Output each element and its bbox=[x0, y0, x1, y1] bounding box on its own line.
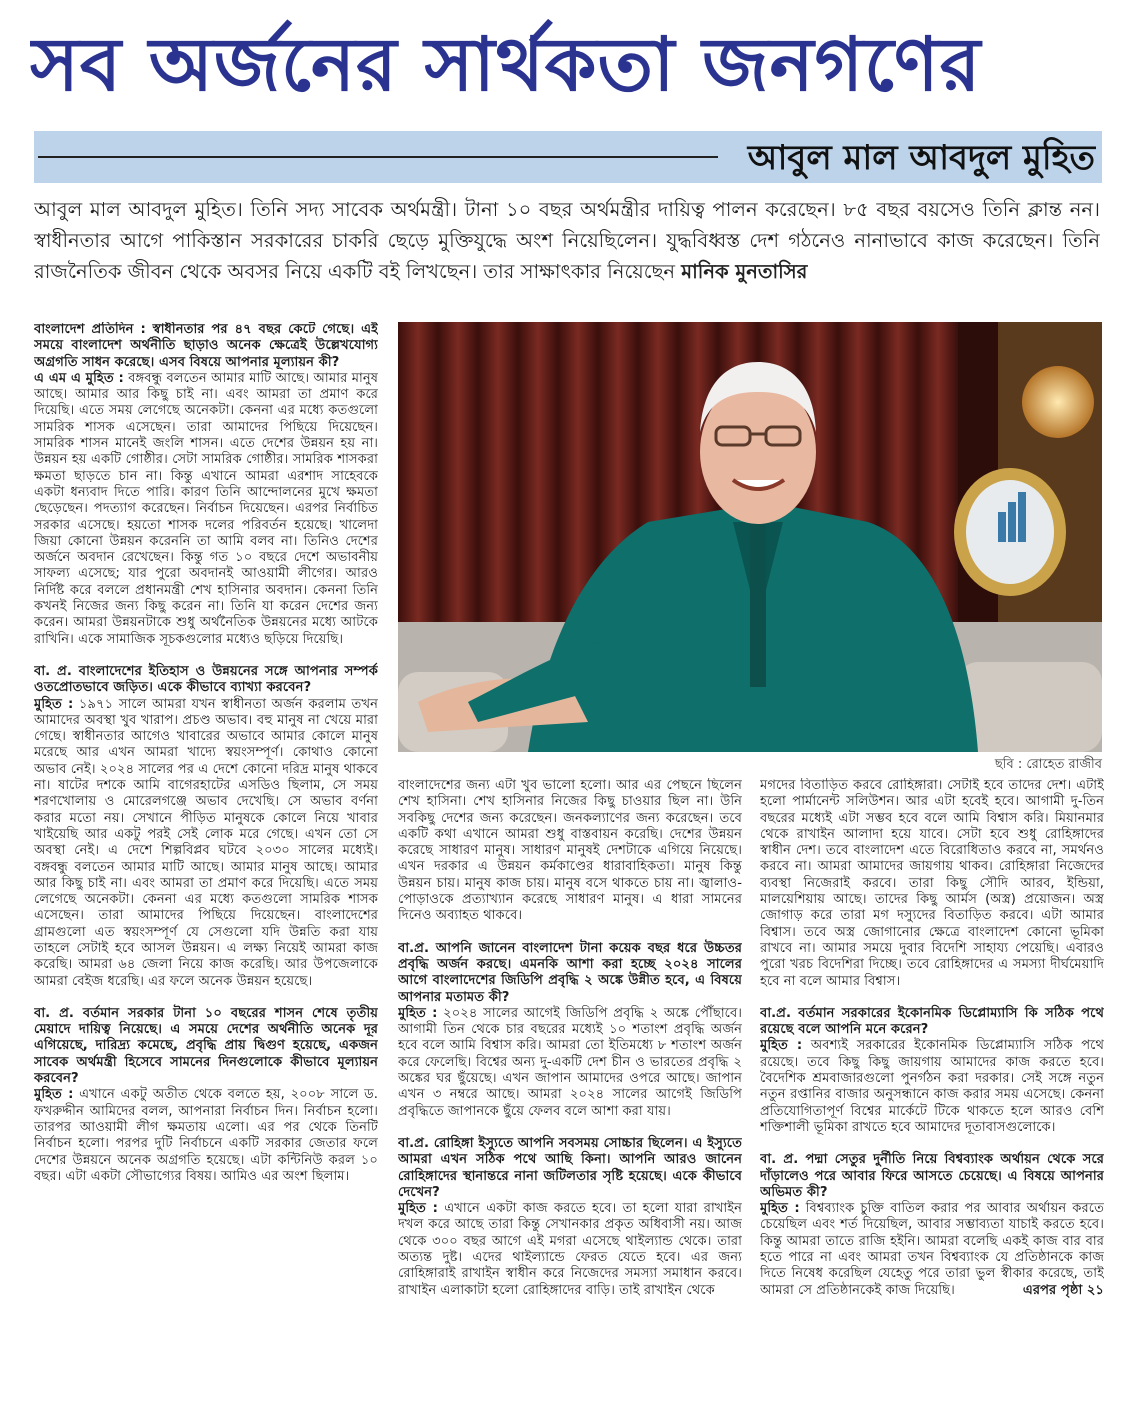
portrait-illustration bbox=[398, 322, 1102, 752]
answer-text: বিশ্বব্যাংক চুক্তি বাতিল করার পর আবার অর্থায়ন করতে চেয়েছিল এবং শর্ত দিয়েছিল, আবার সম্ভাব্যতা যাচাই করতে হবে। কিন্তু আমরা তাতে রাজি হইনি। আমরা বলেছি একই কাজ বার বার হতে পারে না এবং আমরা তখন বিশ্বব্যাংক যে প্রতিষ্ঠানকে কাজ দিতে নিষেধ করেছিল যেহেতু পরে তারা ভুল স্বীকার করেছে, তাই আমরা সে প্রতিষ্ঠানকেই কাজ দিয়েছি। bbox=[760, 1201, 1104, 1298]
intro-text: আবুল মাল আবদুল মুহিত। তিনি সদ্য সাবেক অর্থমন্ত্রী। টানা ১০ বছর অর্থমন্ত্রীর দায়িত্ব পালন করেছেন। ৮৫ বছর বয়সেও তিনি ক্লান্ত নন। স্বাধীনতার আগে পাকিস্তান সরকারের চাকরি ছেড়ে মুক্তিযুদ্ধে অংশ নিয়েছিলেন। যুদ্ধবিধ্বস্ত দেশ গঠনেও নানাভাবে কাজ করেছেন। তিনি রাজনৈতিক জীবন থেকে অবসর নিয়ে একটি বই লিখছেন। তার সাক্ষাৎকার নিয়েছেন bbox=[34, 198, 1100, 283]
qa-block bbox=[34, 664, 378, 990]
question-label: বা.প্র. bbox=[398, 940, 430, 956]
qa-block bbox=[760, 1006, 1104, 1136]
question-text: বর্তমান সরকার টানা ১০ বছরের শাসন শেষে তৃতীয় মেয়াদে দায়িত্ব নিয়েছে। এ সময়ে দেশের অর্থনীতি অনেক দূর এগিয়েছে, দারিদ্র্য কমেছে, প্রবৃদ্ধি প্রায় দ্বিগুণ হয়েছে, একজন সাবেক অর্থমন্ত্রী হিসেবে সামনের দিনগুলোকে কীভাবে মূল্যায়ন করবেন? bbox=[34, 1005, 378, 1087]
article-column-1 bbox=[34, 322, 378, 1408]
paragraph-text: বাংলাদেশের জন্য এটা খুব ভালো হলো। আর এর পেছনে ছিলেন শেখ হাসিনা। শেখ হাসিনার নিজের কিছু চাওয়ার ছিল না। উনি সবকিছু দেশের জন্য করেছেন। জনকল্যাণের জন্য করেছেন। তবে একটি কথা এখানে আমরা শুধু বাস্তবায়ন করেছি। দেশের উন্নয়ন করেছে সাধারণ মানুষ। সাধারণ মানুষই দেশটাকে এগিয়ে নিয়েছে। এখন দরকার এ উন্নয়ন কর্মকাণ্ডের ধারাবাহিকতা। মানুষ কিন্তু উন্নয়ন চায়। মানুষ কাজ চায়। মানুষ বসে থাকতে চায় না। জ্বালাও-পোড়াওকে প্রত্যাখ্যান করেছে সাধারণ মানুষ। এ ধারা সামনের দিনেও অব্যাহত থাকবে। bbox=[398, 778, 742, 924]
answer-label: মুহিত : bbox=[398, 1201, 438, 1217]
portrait-photo bbox=[398, 322, 1102, 752]
question-text: পদ্মা সেতুর দুর্নীতি নিয়ে বিশ্বব্যাংক অর্থায়ন থেকে সরে দাঁড়ালেও পরে আবার ফিরে আসতে চেয়েছে। এ বিষয়ে আপনার অভিমত কী? bbox=[760, 1152, 1104, 1200]
article-column-3 bbox=[760, 778, 1104, 1408]
qa-block bbox=[398, 1136, 742, 1299]
answer-text: ২০২৪ সালের আগেই জিডিপি প্রবৃদ্ধি ২ অঙ্কে পৌঁছাবে। আগামী তিন থেকে চার বছরের মধ্যেই ১০ শতাংশ প্রবৃদ্ধি অর্জন হবে বলে আমি বিশ্বাস করি। আমরা তো ইতিমধ্যে ৮ শতাংশ অর্জন করে ফেলেছি। বিশ্বের অন্য দু-একটি দেশ চীন ও ভারতের প্রবৃদ্ধি ২ অঙ্কের ঘর ছুঁয়েছে। এখন জাপান আমাদের ওপরে আছে। জাপান এখন ৩ নম্বরে আছে। আমরা ২০২৪ সালের আগেই জিডিপি প্রবৃদ্ধিতে জাপানকে ছুঁয়ে ফেলব বলে আশা করা যায়। bbox=[398, 1005, 742, 1119]
byline: আবুল মাল আবদুল মুহিত bbox=[747, 138, 1095, 178]
continued-on-page[interactable]: এরপর পৃষ্ঠা ২১ bbox=[1022, 1282, 1104, 1298]
question-text: স্বাধীনতার পর ৪৭ বছর কেটে গেছে। এই সময়ে বাংলাদেশ অর্থনীতি ছাড়াও অনেক ক্ষেত্রেই উল্লেখযোগ্য অগ্রগতি সাধন করেছে। এসব বিষয়ে আপনার মূল্যায়ন কী? bbox=[34, 322, 378, 370]
answer-text: অবশ্যই সরকারের ইকোনমিক ডিপ্লোম্যাসি সঠিক পথে রয়েছে। তবে কিছু কিছু জায়গায় আমাদের কাজ করতে হবে। বৈদেশিক শ্রমবাজারগুলো পুনর্গঠন করা দরকার। সেই সঙ্গে নতুন নতুন রপ্তানির বাজার অনুসন্ধানে কাজ করার সময় এসেছে। কেননা প্রতিযোগিতাপূর্ণ বিশ্বের মার্কেটে টিকে থাকতে হলে আরও বেশি শক্তিশালী ভূমিকা রাখতে হবে আমাদের দূতাবাসগুলোকে। bbox=[760, 1038, 1104, 1135]
question-text: বাংলাদেশের ইতিহাস ও উন্নয়নের সঙ্গে আপনার সম্পর্ক ওতপ্রোতভাবে জড়িত। একে কীভাবে ব্যাখ্যা করবেন? bbox=[34, 663, 378, 696]
question-label: বা. প্র. bbox=[34, 663, 72, 679]
answer-label: এ এম এ মুহিত : bbox=[34, 370, 124, 386]
question-label: বা.প্র. bbox=[760, 1005, 792, 1021]
answer-text: এখানে একটা কাজ করতে হবে। তা হলো যারা রাখাইন দখল করে আছে তারা কিন্তু সেখানকার প্রকৃত অধিবাসী নয়। আজ থেকে ৩০০ বছর আগে এই মগরা এসেছে থাইল্যান্ড থেকে। তারা অত্যন্ত দুষ্ট। এদের থাইল্যান্ডে ফেরত যেতে হবে। এর জন্য রোহিঙ্গারাই রাখাইন স্বাধীন করে নিজেদের সমস্যা সমাধান করবে। রাখাইন এলাকাটা হলো রোহিঙ্গাদের বাড়ি। তাই রাখাইন থেকে bbox=[398, 1201, 742, 1298]
question-text: বর্তমান সরকারের ইকোনমিক ডিপ্লোম্যাসি কি সঠিক পথে রয়েছে বলে আপনি মনে করেন? bbox=[760, 1005, 1104, 1038]
paragraph bbox=[398, 778, 742, 925]
question-label: বা. প্র. bbox=[34, 1005, 74, 1021]
answer-label: মুহিত : bbox=[760, 1201, 800, 1217]
answer-text: বঙ্গবন্ধু বলতেন আমার মাটি আছে। আমার মানুষ আছে। আমার আর কিছু চাই না। এবং আমরা তা প্রমাণ করে দিয়েছি। এতে সময় লেগেছে অনেকটা। কেননা এর মধ্যে কতগুলো সামরিক শাসক এসেছেন। তারা আমাদের পিছিয়ে দিয়েছেন। সামরিক শাসন মানেই জংলি শাসন। এতে দেশের উন্নয়ন হয় না। উন্নয়ন হয় একটি গোষ্ঠীর। সেটা সামরিক গোষ্ঠীর। সামরিক শাসকরা ক্ষমতা ছাড়তে চান না। কিন্তু এখানে আমরা এরশাদ সাহেবকে একটা ধন্যবাদ দিতে পারি। কারণ তিনি আন্দোলনের মুখে ক্ষমতা ছেড়েছেন। পদত্যাগ করেছেন। নির্বাচন দিয়েছেন। এরপর নির্বাচিত সরকার এসেছে। হয়তো শাসক দলের পরিবর্তন হয়েছে। খালেদা জিয়া কোনো উন্নয়ন করেননি তা আমি বলব না। তিনিও দেশের অর্জনে অবদান রেখেছেন। কিন্তু গত ১০ বছরে দেশে অভাবনীয় সাফল্য এসেছে; যার পুরো অবদানই আওয়ামী লীগের। আরও নির্দিষ্ট করে বললে প্রধানমন্ত্রী শেখ হাসিনার অবদান। কেননা তিনি কখনই নিজের জন্য কিছু করেন না। তিনি যা করেন দেশের জন্য করেন। আমরা উন্নয়নটাকে শুধু অর্থনৈতিক উন্নয়নের মধ্যে আটকে রাখিনি। একে সামাজিক সূচকগুলোর মধ্যেও ছড়িয়ে দিয়েছি। bbox=[34, 370, 378, 647]
answer-text: ১৯৭১ সালে আমরা যখন স্বাধীনতা অর্জন করলাম তখন আমাদের অবস্থা খুব খারাপ। প্রচণ্ড অভাব। বহু মানুষ না খেয়ে মারা গেছে। স্বাধীনতার আগেও খাবারের অভাবে আমার কোলে মানুষ মরেছে আর এখন আমরা খাদ্যে স্বয়ংসম্পূর্ণ। কোথাও কোনো অভাব নেই। ২০২৪ সালের পর এ দেশে কোনো দরিদ্র মানুষ থাকবে না। ষাটের দশকে আমি বাগেরহাটের এসডিও ছিলাম, সে সময় শরণখোলায় ও মোরেলগঞ্জে অভাব দেখেছি। সে অভাব বর্ণনা করার মতো নয়। সেখানে পীড়িত মানুষকে কোলে নিয়ে খাবার খাইয়েছি আর একটু পরই সেই লোক মরে গেছে। এখন তো সে অবস্থা নেই। এ দেশে শিল্পবিপ্লব ঘটবে ২০৩০ সালের মধ্যেই। বঙ্গবন্ধু বলতেন আমার মাটি আছে। আমার মানুষ আছে। আমার আর কিছু চাই না। এবং আমরা তা প্রমাণ করে দিয়েছি। এতে সময় লেগেছে অনেকটা। কেননা এর মধ্যে কতগুলো সামরিক শাসক এসেছেন। তারা আমাদের পিছিয়ে দিয়েছেন। বাংলাদেশের গ্রামগুলো এত স্বয়ংসম্পূর্ণ যে সেগুলো যদি উন্নতি করা যায় তাহলে সেটাই হবে আসল উন্নয়ন। এ লক্ষ্য নিয়েই আমরা কাজ করেছি। আমরা ৬৪ জেলা নিয়ে কাজ করেছি। আর উপজেলাকে আমরা বেইজ ধরেছি। এর ফলে অনেক উন্নয়ন হয়েছে। bbox=[34, 696, 378, 989]
question-label: বাংলাদেশ প্রতিদিন : bbox=[34, 322, 146, 337]
qa-block bbox=[34, 1006, 378, 1185]
qa-block bbox=[398, 941, 742, 1120]
headline: সব অর্জনের সার্থকতা জনগণের bbox=[30, 22, 982, 108]
lamp-glow bbox=[1022, 366, 1094, 438]
answer-label: মুহিত : bbox=[398, 1005, 438, 1021]
paragraph bbox=[760, 778, 1104, 990]
question-label: বা. প্র. bbox=[760, 1152, 799, 1168]
intro-paragraph bbox=[34, 194, 1100, 290]
photo-caption: ছবি : রোহেত রাজীব bbox=[994, 757, 1102, 772]
answer-label: মুহিত : bbox=[34, 696, 74, 712]
interviewer-name: মানিক মুনতাসির bbox=[681, 260, 808, 283]
article-column-2 bbox=[398, 778, 742, 1408]
answer-label: মুহিত : bbox=[760, 1038, 803, 1054]
paragraph-text: মগদের বিতাড়িত করবে রোহিঙ্গারা। সেটাই হবে তাদের দেশ। এটাই হলো পার্মানেন্ট সলিউশন। আর এটা হবেই হবে। আগামী দু-তিন বছরের মধ্যেই এটা সম্ভব হবে বলে আমি বিশ্বাস করি। মিয়ানমার থেকে রাখাইন আলাদা হয়ে যাবে। সেটা হবে শুধু রোহিঙ্গাদের স্বাধীন দেশ। তবে বাংলাদেশ এতে বিরোধিতাও করবে না, সমর্থনও করবে না। আমরা আমাদের জায়গায় থাকব। রোহিঙ্গারা নিজেদের ব্যবস্থা নিজেরাই করবে। তারা কিছু সৌদি আরব, ইন্ডিয়া, মালয়েশিয়ায় আছে। তাদের কিছু আর্মস (অস্ত্র) প্রয়োজন। অস্ত্র জোগাড় করে তারা মগ দস্যুদের বিতাড়িত করবে। এটা আমার বিশ্বাস। তবে অস্ত্র জোগানোর ক্ষেত্রে বাংলাদেশ কোনো ভূমিকা রাখবে না। আমার সময়ে দুবার বিদেশি সাহায্য পেয়েছি। এবারও পুরো খরচ বিদেশিরা দিচ্ছে। তবে রোহিঙ্গাদের এ সমস্যা দীর্ঘমেয়াদি হবে না বলে আমার বিশ্বাস। bbox=[760, 778, 1104, 989]
answer-text: এখানে একটু অতীত থেকে বলতে হয়, ২০০৮ সালে ড. ফখরুদ্দীন আমিদের বলল, আপনারা নির্বাচন দিন। নির্বাচন হলো। তারপর আওয়ামী লীগ ক্ষমতায় এলো। এর পর থেকে তিনটি নির্বাচন হলো। পরপর দুটি নির্বাচনে একটি সরকার জেতার ফলে দেশের উন্নয়নে অনেক অগ্রগতি হয়েছে। এটা কন্টিনিউ করল ১০ বছর। এটা একটা সৌভাগ্যের বিষয়। আমিও এর অংশ ছিলাম। bbox=[34, 1087, 378, 1184]
qa-block bbox=[760, 1152, 1104, 1299]
question-text: রোহিঙ্গা ইস্যুতে আপনি সবসময় সোচ্চার ছিলেন। এ ইস্যুতে আমরা এখন সঠিক পথে আছি কিনা। আপনি আরও জানেন রোহিঙ্গাদের স্থানান্তরে নানা জটিলতার সৃষ্টি হয়েছে। একে কীভাবে দেখেন? bbox=[398, 1135, 742, 1200]
question-label: বা.প্র. bbox=[398, 1135, 430, 1151]
answer-label: মুহিত : bbox=[34, 1087, 74, 1103]
question-text: আপনি জানেন বাংলাদেশ টানা কয়েক বছর ধরে উচ্চতর প্রবৃদ্ধি অর্জন করছে। এমনকি আশা করা হচ্ছে ২০২৪ সালের আগে বাংলাদেশের জিডিপি প্রবৃদ্ধি ২ অঙ্কে উন্নীত হবে, এ বিষয়ে আপনার মতামত কী? bbox=[398, 940, 742, 1005]
byline-divider bbox=[38, 156, 718, 158]
qa-block bbox=[34, 322, 378, 648]
